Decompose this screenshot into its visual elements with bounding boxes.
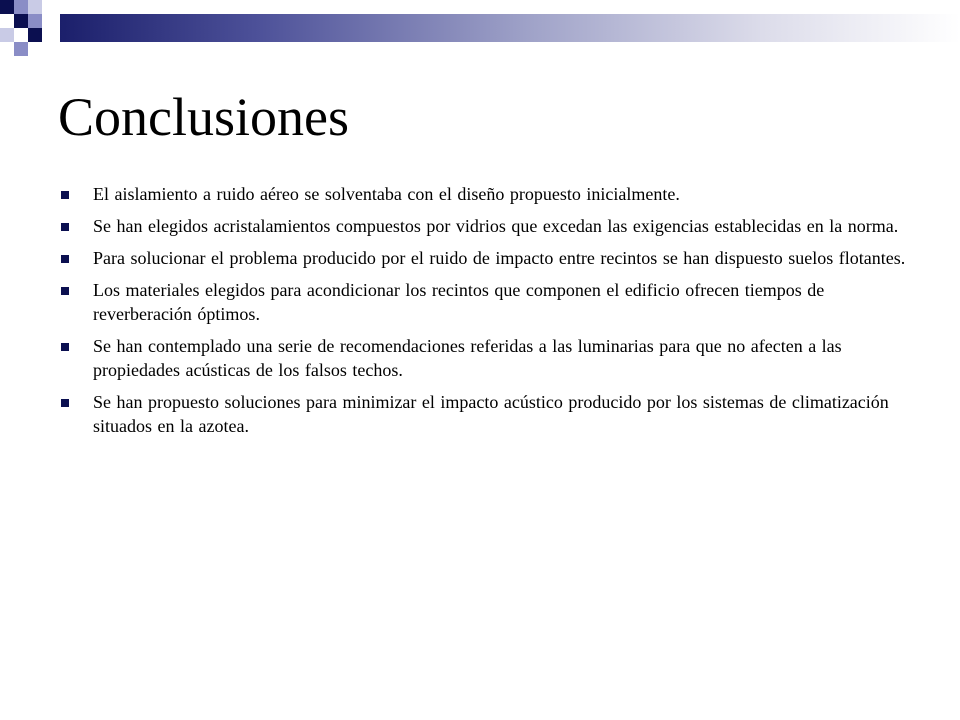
- bullet-item: [58, 246, 908, 270]
- square-bullet-icon: [61, 191, 69, 199]
- bullet-item: [58, 334, 908, 382]
- slide-title: Conclusiones: [58, 87, 349, 147]
- bullet-item: [58, 214, 908, 238]
- bullet-item: [58, 182, 908, 206]
- decor-square: [28, 14, 42, 28]
- bullet-text: Se han elegidos acristalamientos compuestos por vidrios que excedan las exigencias establecidas en la norma.: [93, 216, 899, 236]
- bullet-text: Se han propuesto soluciones para minimizar el impacto acústico producido por los sistemas de climatización situados en la azotea.: [93, 392, 889, 436]
- square-bullet-icon: [61, 223, 69, 231]
- square-bullet-icon: [61, 343, 69, 351]
- square-bullet-icon: [61, 255, 69, 263]
- bullet-text: Para solucionar el problema producido por el ruido de impacto entre recintos se han dispuesto suelos flotantes.: [93, 248, 906, 268]
- bullet-item: [58, 278, 908, 326]
- square-bullet-icon: [61, 399, 69, 407]
- decor-square: [14, 42, 28, 56]
- decor-square: [14, 14, 28, 28]
- bullet-text: Los materiales elegidos para acondicionar los recintos que componen el edificio ofrecen tiempos de reverberación óptimos.: [93, 280, 825, 324]
- header-gradient-bar: [60, 14, 960, 42]
- decor-square: [0, 28, 14, 42]
- bullet-text: Se han contemplado una serie de recomendaciones referidas a las luminarias para que no afecten a las propiedades acústicas de los falsos techos.: [93, 336, 842, 380]
- bullet-list: [58, 182, 908, 446]
- decor-square: [0, 0, 14, 14]
- decor-square: [14, 0, 28, 14]
- bullet-text: El aislamiento a ruido aéreo se solventaba con el diseño propuesto inicialmente.: [93, 184, 680, 204]
- bullet-item: [58, 390, 908, 438]
- decor-square: [28, 0, 42, 14]
- decor-square: [28, 28, 42, 42]
- header-decoration: [0, 0, 960, 60]
- square-bullet-icon: [61, 287, 69, 295]
